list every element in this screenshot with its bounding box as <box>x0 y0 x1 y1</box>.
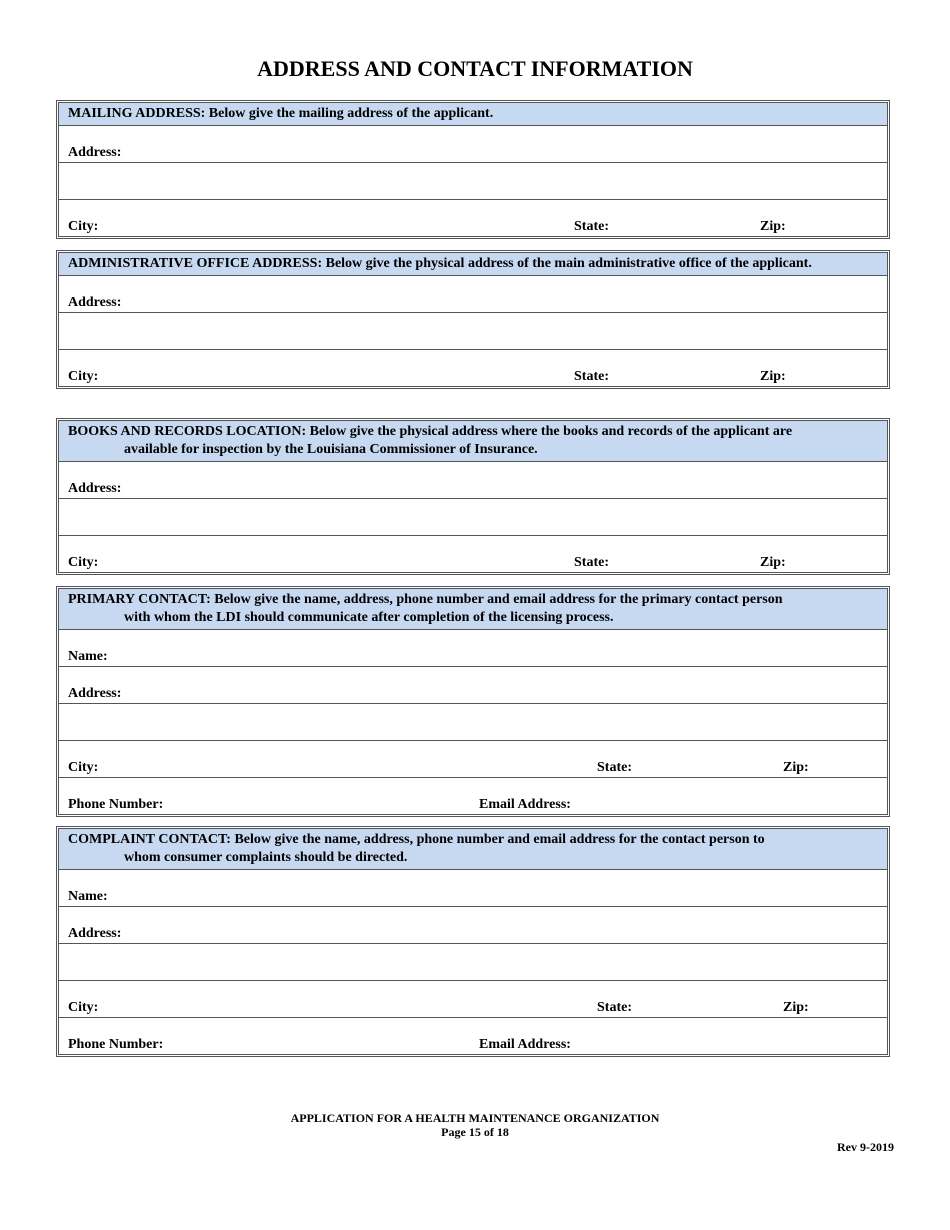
city-label: City: <box>68 1000 99 1015</box>
section-header: MAILING ADDRESS: Below give the mailing address of the applicant. <box>59 103 887 126</box>
city-label: City: <box>68 219 99 234</box>
books-records-section <box>56 418 890 575</box>
phone-label: Phone Number: <box>68 1037 164 1052</box>
email-label: Email Address: <box>479 1037 571 1052</box>
state-label: State: <box>597 1000 632 1015</box>
section-header: ADMINISTRATIVE OFFICE ADDRESS: Below give the physical address of the main administrative office of the applicant. <box>59 253 887 276</box>
name-field[interactable] <box>59 630 887 667</box>
state-label: State: <box>574 369 609 384</box>
zip-label: Zip: <box>760 555 786 570</box>
section-header <box>59 421 887 462</box>
address-label: Address: <box>68 926 122 941</box>
address-label: Address: <box>68 145 122 160</box>
zip-label: Zip: <box>783 1000 809 1015</box>
revision-label: Rev 9-2019 <box>837 1140 894 1154</box>
phone-email-row <box>59 1018 887 1054</box>
header-text-continued: whom consumer complaints should be directed. <box>124 850 408 865</box>
state-label: State: <box>597 760 632 775</box>
admin-office-address-section <box>56 250 890 389</box>
city-label: City: <box>68 555 99 570</box>
phone-label: Phone Number: <box>68 797 164 812</box>
address-line-2-field[interactable] <box>59 499 887 536</box>
state-label: State: <box>574 555 609 570</box>
complaint-contact-section <box>56 826 890 1057</box>
address-label: Address: <box>68 686 122 701</box>
phone-email-row <box>59 778 887 814</box>
primary-contact-section <box>56 586 890 817</box>
city-label: City: <box>68 760 99 775</box>
section-header <box>59 829 887 870</box>
page-title: ADDRESS AND CONTACT INFORMATION <box>257 56 693 81</box>
address-line-2-field[interactable] <box>59 313 887 350</box>
zip-label: Zip: <box>760 219 786 234</box>
address-field[interactable] <box>59 667 887 704</box>
email-label: Email Address: <box>479 797 571 812</box>
name-field[interactable] <box>59 870 887 907</box>
address-field[interactable] <box>59 907 887 944</box>
header-text: PRIMARY CONTACT: Below give the name, address, phone number and email address for the primary contact person <box>68 592 783 607</box>
page-footer <box>0 1111 950 1139</box>
header-text-continued: available for inspection by the Louisiana Commissioner of Insurance. <box>124 442 538 457</box>
city-state-zip-row <box>59 981 887 1018</box>
address-field[interactable] <box>59 462 887 499</box>
address-label: Address: <box>68 481 122 496</box>
address-label: Address: <box>68 295 122 310</box>
mailing-address-section <box>56 100 890 239</box>
page-number: Page 15 of 18 <box>441 1125 509 1139</box>
footer-title: APPLICATION FOR A HEALTH MAINTENANCE ORGANIZATION <box>290 1111 660 1125</box>
header-text: COMPLAINT CONTACT: Below give the name, address, phone number and email address for the contact person to <box>68 832 765 847</box>
section-header <box>59 589 887 630</box>
address-field[interactable] <box>59 276 887 313</box>
name-label: Name: <box>68 889 108 904</box>
name-label: Name: <box>68 649 108 664</box>
city-state-zip-row <box>59 200 887 236</box>
header-text-continued: with whom the LDI should communicate after completion of the licensing process. <box>124 610 614 625</box>
city-state-zip-row <box>59 741 887 778</box>
address-line-2-field[interactable] <box>59 944 887 981</box>
city-state-zip-row <box>59 350 887 386</box>
address-line-2-field[interactable] <box>59 163 887 200</box>
address-line-2-field[interactable] <box>59 704 887 741</box>
state-label: State: <box>574 219 609 234</box>
zip-label: Zip: <box>760 369 786 384</box>
zip-label: Zip: <box>783 760 809 775</box>
address-field[interactable] <box>59 126 887 163</box>
city-state-zip-row <box>59 536 887 572</box>
header-text: BOOKS AND RECORDS LOCATION: Below give the physical address where the books and records of the applicant are <box>68 424 793 439</box>
city-label: City: <box>68 369 99 384</box>
